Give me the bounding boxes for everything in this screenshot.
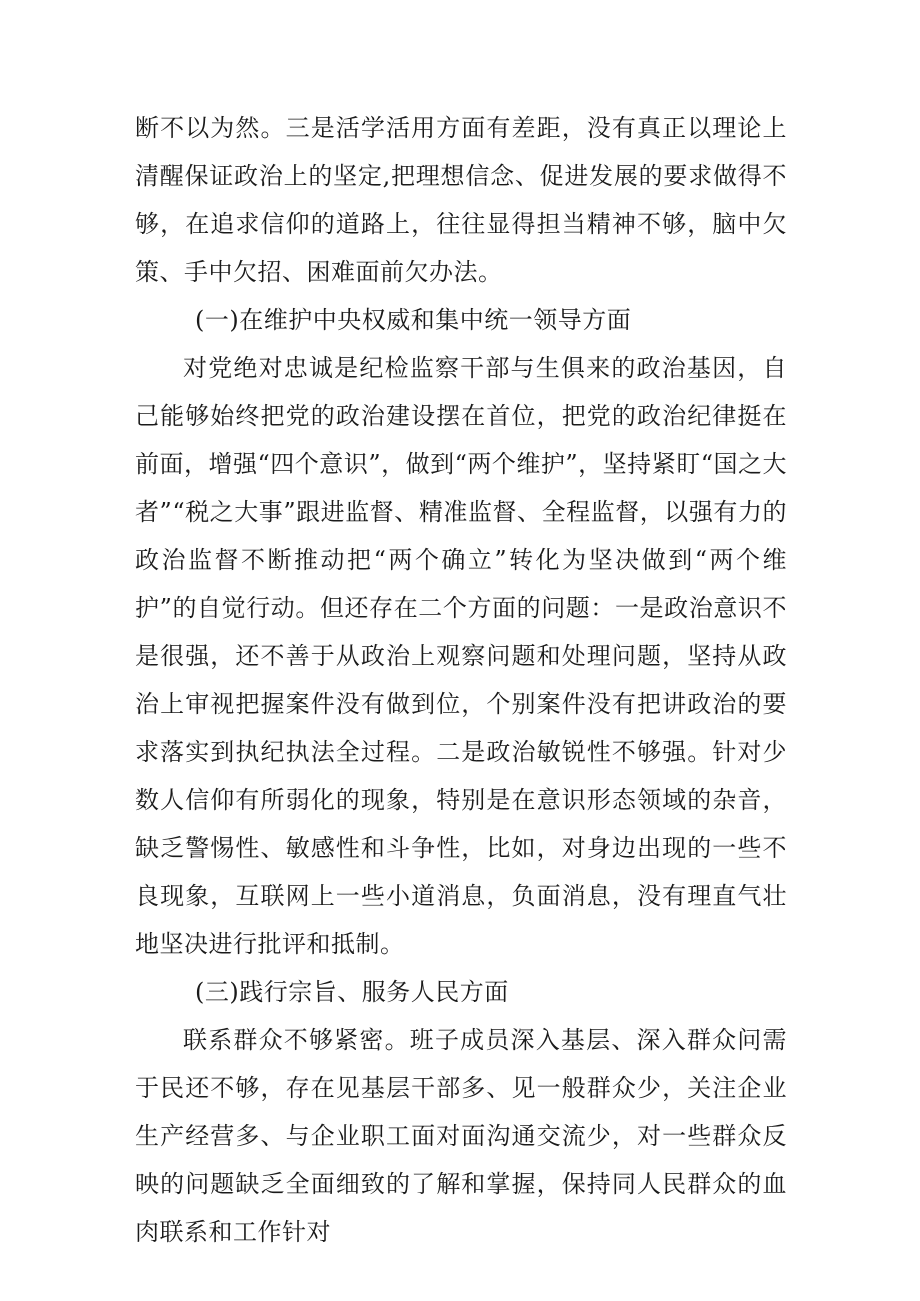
paragraph-body-1: 对党绝对忠诚是纪检监察干部与生俱来的政治基因，自己能够始终把党的政治建设摆在首位，把党的政治纪律挺在前面，增强“四个意识”，做到“两个维护”，坚持紧盯“国之大者”“税之大事”跟进监督、精准监督、全程监督，以强有力的政治监督不断推动把“两个确立”转化为坚决做到“两个维护”的自觉行动。但还存在二个方面的问题：一是政治意识不是很强，还不善于从政治上观察问题和处理问题，坚持从政治上审视把握案件没有做到位，个别案件没有把讲政治的要求落实到执纪执法全过程。二是政治敏锐性不够强。针对少数人信仰有所弱化的现象，特别是在意识形态领域的杂音，缺乏警惕性、敏感性和斗争性，比如，对身边出现的一些不良现象，互联网上一些小道消息，负面消息，没有理直气壮地坚决进行批评和抵制。 — [135, 354, 787, 958]
paragraph-continuation: 断不以为然。三是活学活用方面有差距，没有真正以理论上清醒保证政治上的坚定,把理想信念、促进发展的要求做得不够，在追求信仰的道路上，往往显得担当精神不够，脑中欠策、手中欠招、困难面前欠办法。 — [135, 114, 787, 286]
section-heading-3: (三)践行宗旨、服务人民方面 — [195, 978, 509, 1006]
section-heading-1: (一)在维护中央权威和集中统一领导方面 — [195, 306, 632, 334]
paragraph-body-2: 联系群众不够紧密。班子成员深入基层、深入群众问需于民还不够，存在见基层干部多、见一般群众少，关注企业生产经营多、与企业职工面对面沟通交流少，对一些群众反映的问题缺乏全面细致的了解和掌握，保持同人民群众的血肉联系和工作针对 — [135, 1026, 787, 1246]
document-body — [135, 104, 787, 1256]
